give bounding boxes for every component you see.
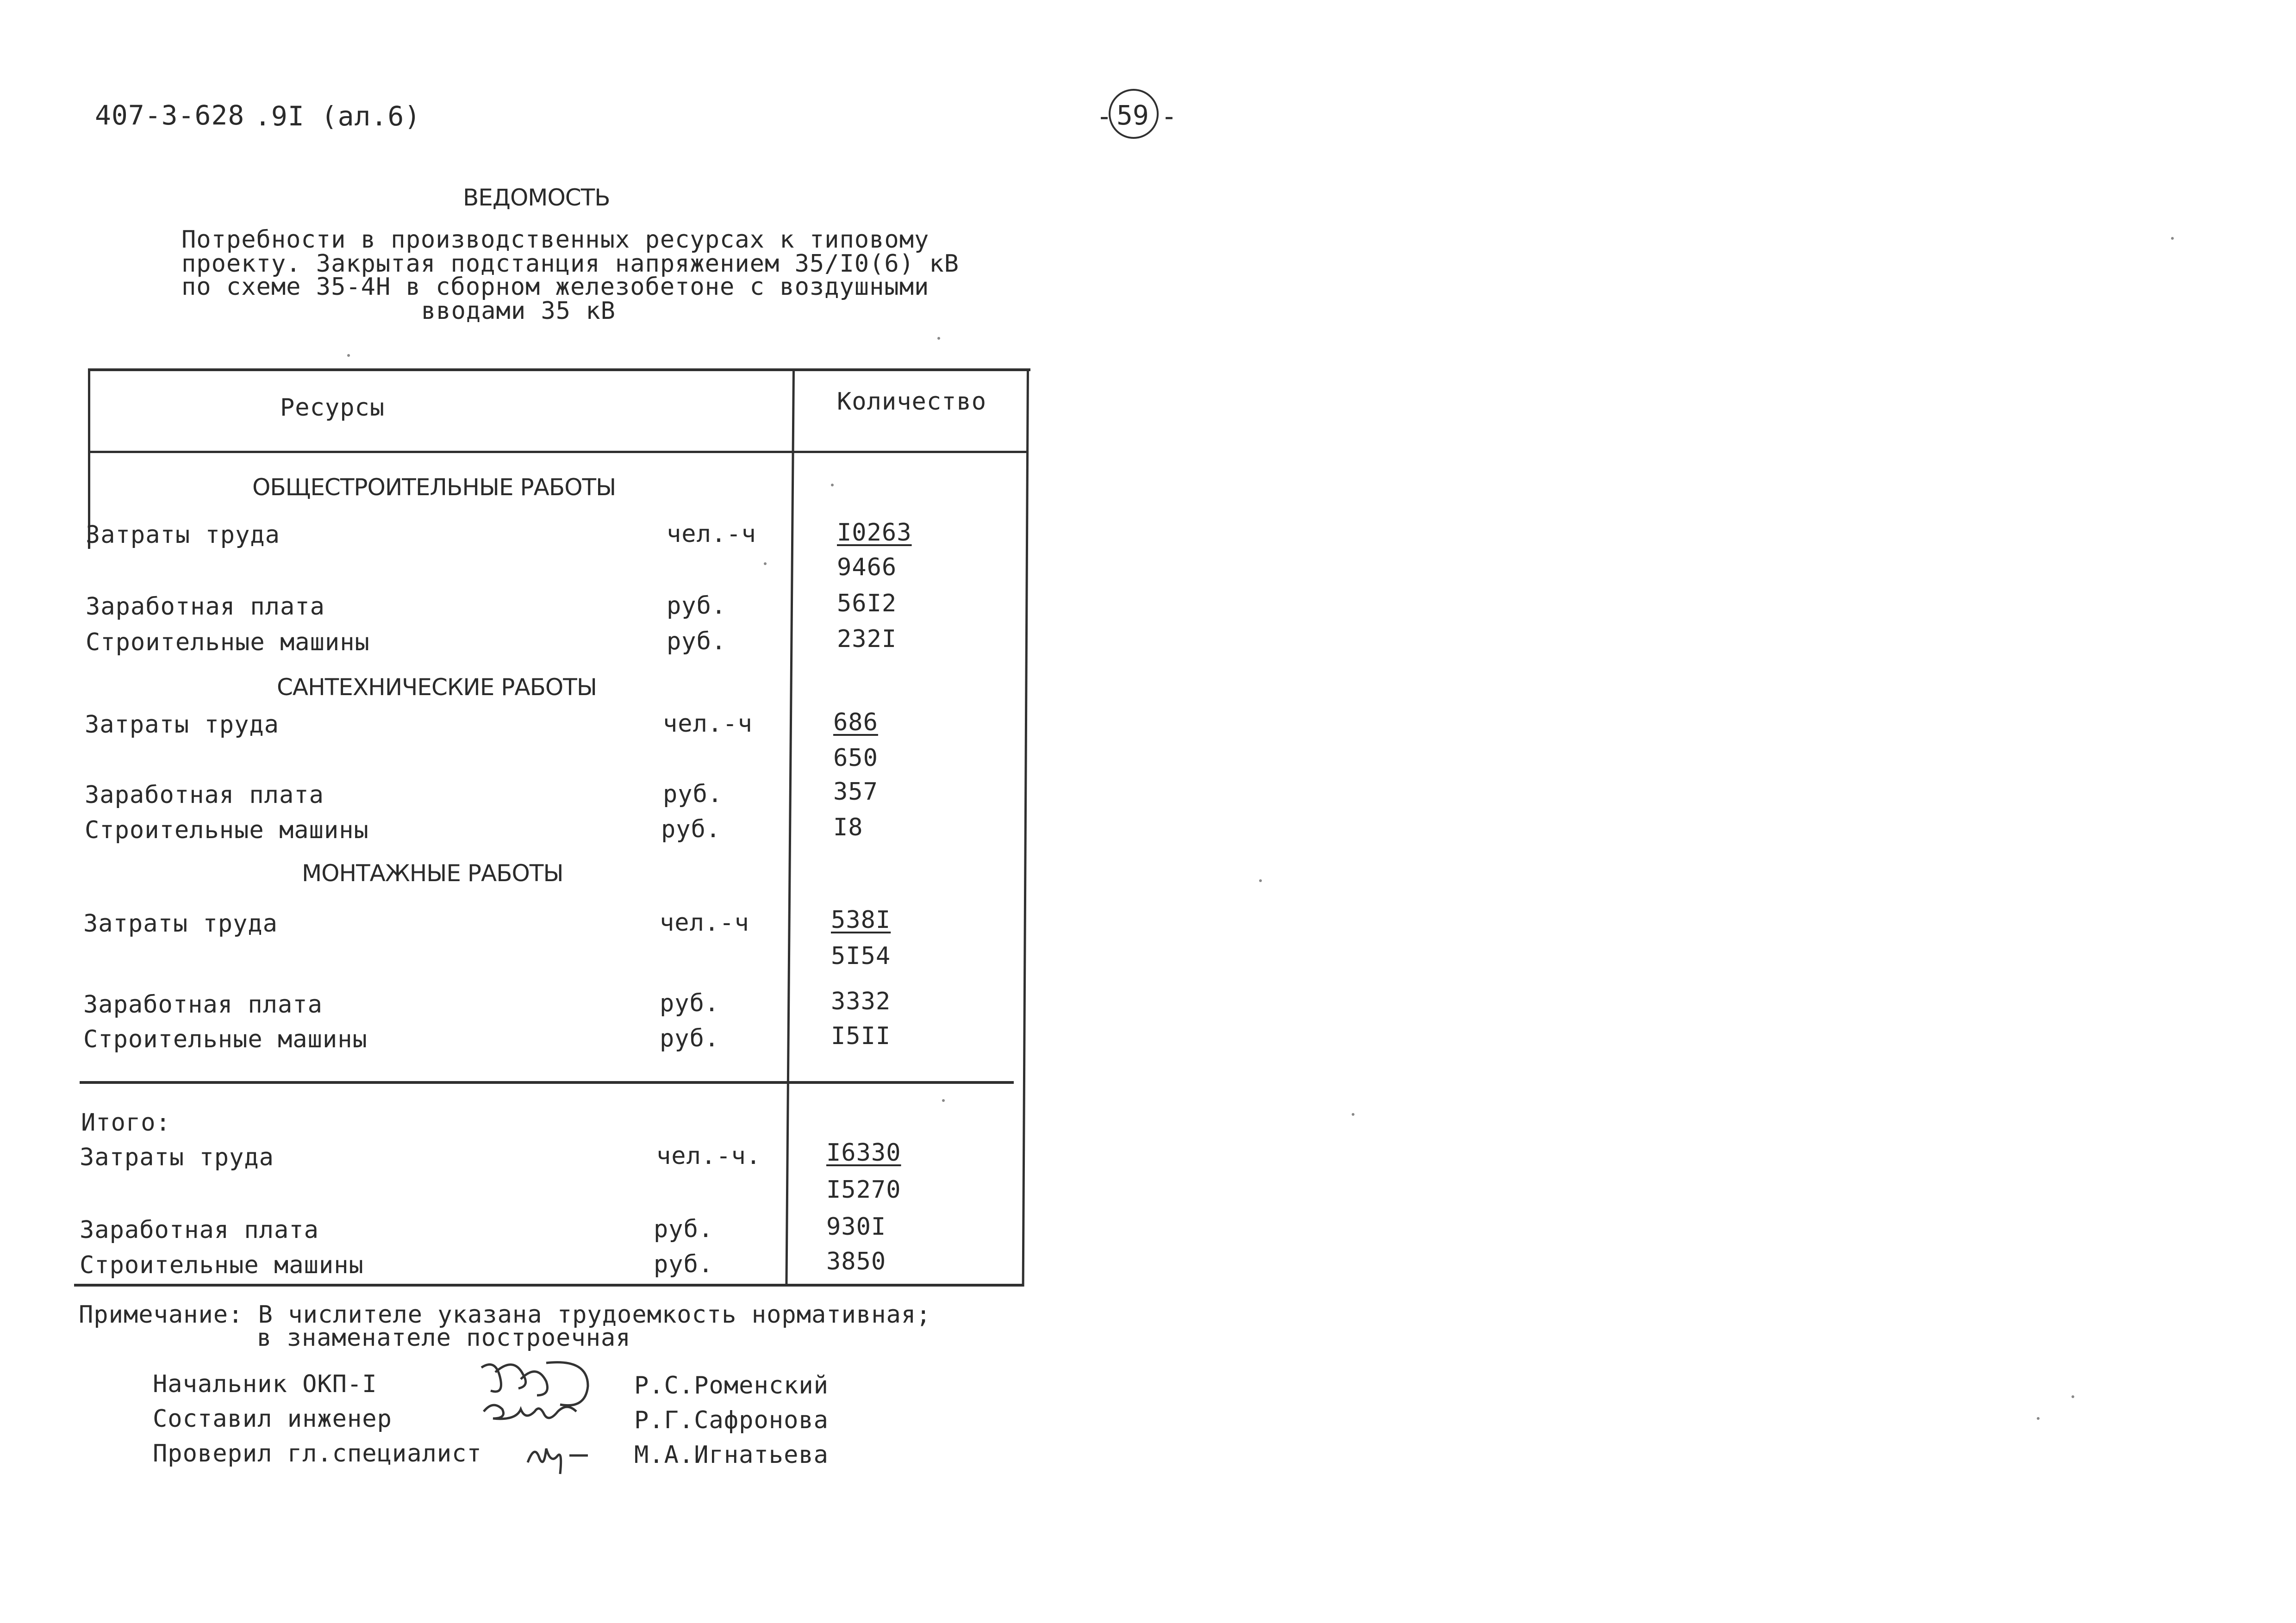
table-top-border [88,368,1030,371]
row-label: Заработная плата [83,991,323,1019]
scan-speck [1259,879,1262,882]
scan-speck [2171,237,2174,240]
row-label: Затраты труда [85,711,279,739]
section-title: САНТЕХНИЧЕСКИЕ РАБОТЫ [277,674,597,701]
value-denominator: 9466 [837,553,897,581]
row-label: Заработная плата [85,781,324,809]
row-unit: руб. [654,1215,714,1243]
table-bottom-border [74,1284,1023,1287]
row-value: 3332 [831,988,891,1015]
note-line-1: Примечание: В числителе указана трудоемкость нормативная; [79,1301,931,1329]
scan-speck [2037,1417,2040,1420]
row-value: 3850 [826,1248,886,1275]
row-unit: руб. [663,780,723,808]
row-label: Строительные машины [85,816,369,844]
value-numerator: I6330 [826,1139,901,1167]
signature-name: М.А.Игнатьева [634,1441,829,1469]
row-label: Заработная плата [86,593,325,621]
doc-code: 407-3-628 [95,99,245,131]
signature-position: Проверил гл.специалист [153,1440,482,1468]
scan-speck [942,1099,945,1102]
row-unit: руб. [654,1250,714,1278]
row-unit: чел.-ч. [656,1142,761,1170]
scan-speck [937,337,940,340]
page-number: 59 [1117,99,1149,131]
row-unit: руб. [660,1025,720,1052]
row-value: 56I2 [837,590,897,617]
row-label: Затраты труда [86,521,280,549]
value-numerator: 538I [831,906,891,934]
row-label: Затраты труда [83,910,278,938]
page-number-dash-right: - [1161,100,1178,132]
value-numerator: 686 [833,709,878,736]
row-unit: чел.-ч [667,520,756,548]
row-value: I8 [833,814,863,841]
row-label: Строительные машины [80,1251,364,1279]
subtitle-line-2: проекту. Закрытая подстанция напряжением 35/I0(6) кВ [181,250,959,278]
row-label: Строительные машины [86,628,370,656]
handwritten-signature-3 [518,1430,602,1481]
scan-speck [347,354,350,357]
section-title: МОНТАЖНЫЕ РАБОТЫ [302,860,563,887]
subtitle-line-1: Потребности в производственных ресурсах к типовому [181,226,930,254]
value-denominator: 650 [833,744,878,772]
signature-position: Начальник ОКП-I [153,1370,377,1398]
scan-speck [2071,1395,2074,1398]
row-value: I5II [831,1022,891,1050]
scan-speck [831,484,834,486]
scan-speck [1352,1113,1354,1116]
row-label: Заработная плата [80,1216,319,1244]
value-denominator: I5270 [826,1176,901,1204]
column-header-resource: Ресурсы [280,394,385,422]
table-header-divider [90,451,1028,453]
signature-name: Р.Г.Сафронова [634,1406,829,1434]
page-number-dash-left: - [1096,100,1113,132]
row-unit: чел.-ч [660,909,749,937]
column-header-quantity: Количество [837,388,987,416]
row-label: Затраты труда [80,1144,274,1171]
row-unit: руб. [660,989,720,1017]
doc-suffix: .9I (ал.6) [255,100,421,132]
table-total-divider [80,1081,1014,1084]
row-unit: руб. [661,815,721,843]
row-unit: руб. [667,592,727,620]
signature-name: Р.С.Роменский [634,1372,829,1399]
table-right-border [1022,368,1029,1287]
total-label: Итого: [81,1109,171,1137]
handwritten-signature-2 [474,1393,586,1435]
subtitle-line-3: по схеме 35-4Н в сборном железобетоне с воздушными [181,273,930,301]
table-column-divider [785,368,795,1287]
row-value: 930I [826,1213,886,1241]
row-value: 357 [833,778,878,806]
subtitle-line-4: вводами 35 кВ [421,297,616,325]
row-label: Строительные машины [83,1026,368,1053]
value-numerator: I0263 [837,519,912,547]
row-unit: руб. [667,628,727,655]
section-title: ОБЩЕСТРОИТЕЛЬНЫЕ РАБОТЫ [252,474,616,501]
row-value: 232I [837,625,897,653]
scan-speck [764,562,767,565]
row-unit: чел.-ч [663,710,753,738]
signature-position: Составил инженер [153,1405,392,1433]
value-denominator: 5I54 [831,942,891,970]
note-line-2: в знаменателе построечная [257,1324,631,1352]
document-title: ВЕДОМОСТЬ [463,184,610,211]
